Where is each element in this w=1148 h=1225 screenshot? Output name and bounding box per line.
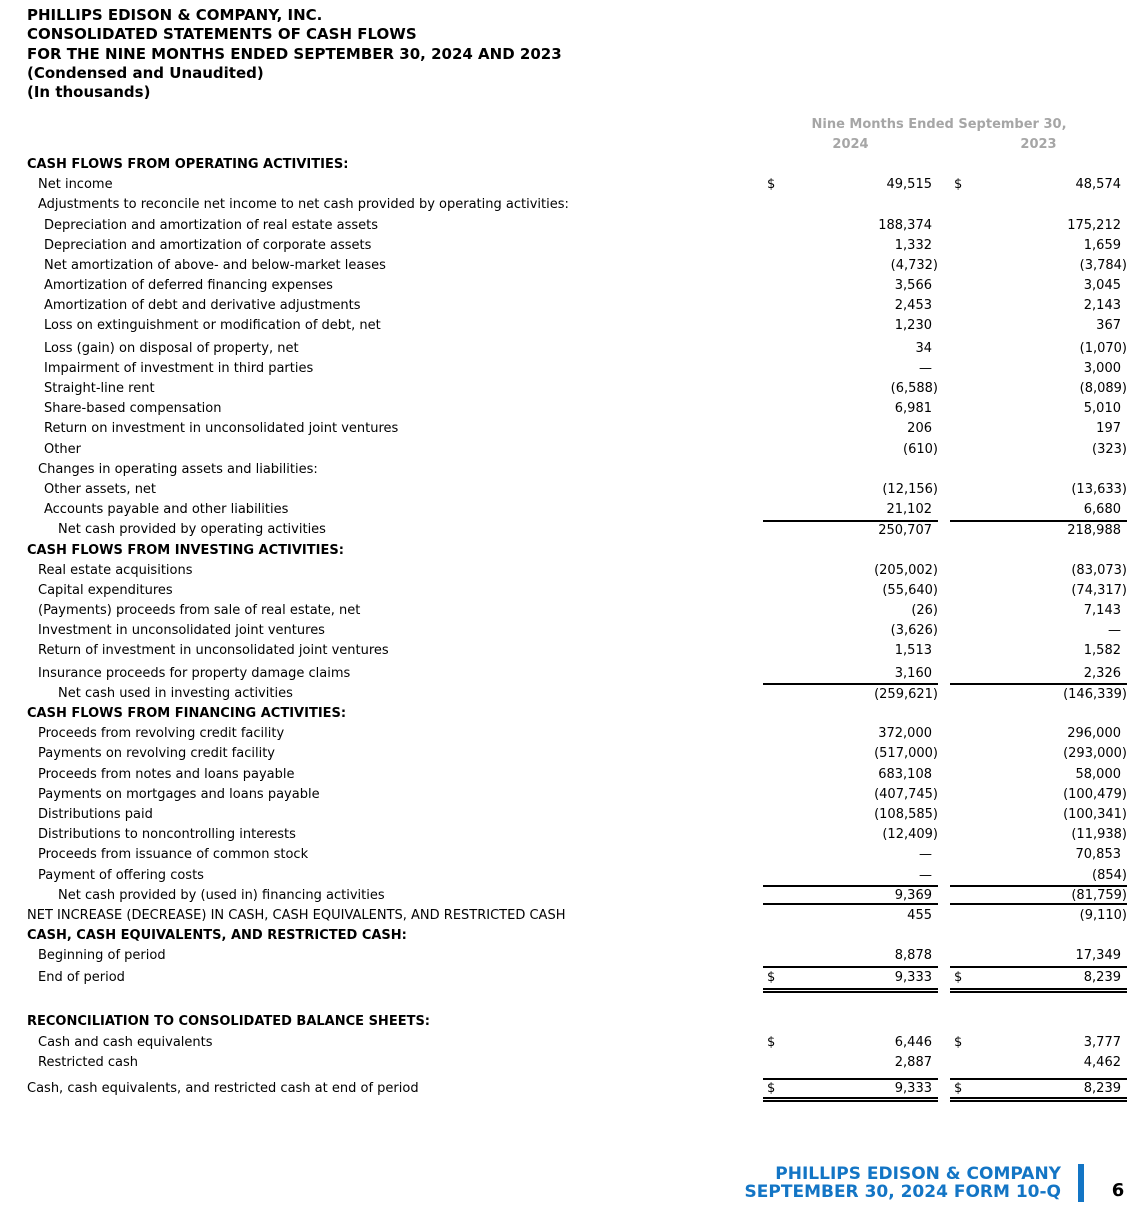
value-group-2023 (950, 358, 1127, 378)
table-row (27, 683, 1127, 703)
value-group-2024 (763, 905, 938, 925)
value-2023: 6,680 (1083, 502, 1121, 518)
value-2024: — (919, 360, 932, 376)
table-row (27, 316, 1127, 336)
value-2023: 3,000 (1083, 360, 1121, 376)
value-2024: (259,621) (874, 686, 938, 702)
row-label: Distributions paid (38, 806, 153, 822)
value-group-2023 (950, 296, 1127, 316)
value-2023: 1,582 (1083, 643, 1121, 659)
value-2024: (3,626) (890, 623, 938, 639)
table-row (27, 175, 1127, 195)
value-group-2023 (950, 724, 1127, 744)
value-group-2024 (763, 601, 938, 621)
row-label: Real estate acquisitions (38, 562, 193, 578)
table-row (27, 560, 1127, 580)
row-label: CASH FLOWS FROM INVESTING ACTIVITIES: (27, 542, 344, 558)
value-group-2024 (763, 683, 938, 703)
value-2023: 70,853 (1075, 847, 1121, 863)
value-group-2023 (950, 338, 1127, 358)
value-group-2023 (950, 784, 1127, 804)
value-2023: 218,988 (1067, 523, 1121, 539)
value-2024: 683,108 (878, 766, 932, 782)
table-row (27, 663, 1127, 683)
value-2024: 6,446 (894, 1034, 932, 1050)
table-row (27, 215, 1127, 235)
value-group-2023 (950, 479, 1127, 499)
table-row (27, 255, 1127, 275)
company-name: PHILLIPS EDISON & COMPANY, INC. (27, 6, 323, 24)
row-label: End of period (38, 970, 125, 986)
row-label: Net cash used in investing activities (58, 685, 293, 701)
value-2024: 455 (907, 907, 932, 923)
table-row (27, 500, 1127, 520)
value-group-2023 (950, 905, 1127, 925)
table-row (27, 580, 1127, 600)
value-group-2023 (950, 439, 1127, 459)
value-group-2024 (763, 724, 938, 744)
value-2024: 8,878 (894, 948, 932, 964)
value-group-2023 (950, 966, 1127, 990)
value-group-2023 (950, 601, 1127, 621)
value-group-2023 (950, 154, 1127, 174)
value-2023: 4,462 (1083, 1054, 1121, 1070)
value-2024: 3,160 (894, 665, 932, 681)
value-2024: (108,585) (874, 806, 938, 822)
value-group-2024 (763, 358, 938, 378)
value-group-2024 (763, 641, 938, 661)
value-group-2024 (763, 560, 938, 580)
value-2023: (83,073) (1071, 562, 1127, 578)
value-group-2023 (950, 399, 1127, 419)
table-row (27, 540, 1127, 560)
value-group-2024 (763, 419, 938, 439)
row-label: Payments on revolving credit facility (38, 746, 276, 762)
row-label: Net income (38, 177, 113, 193)
value-group-2024 (763, 1052, 938, 1072)
dollar-sign: $ (767, 177, 776, 193)
table-row (27, 399, 1127, 419)
table-row (27, 946, 1127, 966)
value-2023: 5,010 (1083, 401, 1121, 417)
value-group-2024 (763, 825, 938, 845)
value-group-2023 (950, 744, 1127, 764)
value-group-2023 (950, 175, 1127, 195)
value-group-2024 (763, 1032, 938, 1052)
value-2023: (13,633) (1071, 481, 1127, 497)
value-group-2024 (763, 276, 938, 296)
value-group-2023 (950, 316, 1127, 336)
period-header: Nine Months Ended September 30, (811, 116, 1067, 132)
row-label: Beginning of period (38, 948, 166, 964)
value-group-2024 (763, 540, 938, 560)
value-group-2024 (763, 885, 938, 905)
row-label: Net cash provided by (used in) financing activities (58, 887, 385, 903)
value-group-2024 (763, 154, 938, 174)
row-label: Return of investment in unconsolidated joint ventures (38, 643, 389, 659)
year-column-2024: 2024 (832, 136, 869, 152)
value-2023: 367 (1096, 318, 1121, 334)
row-label: Payments on mortgages and loans payable (38, 786, 320, 802)
table-row (27, 419, 1127, 439)
value-group-2024 (763, 520, 938, 540)
value-group-2023 (950, 683, 1127, 703)
value-2024: — (919, 867, 932, 883)
value-2024: 49,515 (886, 177, 932, 193)
value-2024: 1,230 (894, 318, 932, 334)
table-row (27, 784, 1127, 804)
table-row (27, 1012, 1127, 1032)
row-label: CASH, CASH EQUIVALENTS, AND RESTRICTED CASH: (27, 928, 407, 944)
row-label: CASH FLOWS FROM FINANCING ACTIVITIES: (27, 706, 347, 722)
value-2024: 2,453 (894, 298, 932, 314)
table-row (27, 865, 1127, 885)
value-group-2024 (763, 316, 938, 336)
value-group-2023 (950, 520, 1127, 540)
row-label: Depreciation and amortization of corporate assets (44, 237, 372, 253)
value-group-2023 (950, 621, 1127, 641)
value-2024: 372,000 (878, 726, 932, 742)
table-row (27, 744, 1127, 764)
row-label: (Payments) proceeds from sale of real estate, net (38, 603, 361, 619)
value-group-2024 (763, 966, 938, 990)
row-label: Net amortization of above- and below-market leases (44, 257, 386, 273)
value-group-2023 (950, 459, 1127, 479)
table-row (27, 905, 1127, 925)
value-group-2024 (763, 580, 938, 600)
footer-text-block (745, 1164, 1061, 1201)
value-2024: 206 (907, 421, 932, 437)
value-2024: — (919, 847, 932, 863)
value-2023: 2,326 (1083, 665, 1121, 681)
dollar-sign: $ (767, 970, 776, 986)
page-footer (745, 1164, 1142, 1202)
value-2023: 3,777 (1083, 1034, 1121, 1050)
value-2024: 188,374 (878, 217, 932, 233)
footer-company: PHILLIPS EDISON & COMPANY (775, 1164, 1061, 1184)
table-row (27, 235, 1127, 255)
value-group-2024 (763, 296, 938, 316)
dollar-sign: $ (767, 1081, 776, 1097)
value-group-2024 (763, 845, 938, 865)
value-group-2024 (763, 439, 938, 459)
value-group-2023 (950, 235, 1127, 255)
value-2023: 2,143 (1083, 298, 1121, 314)
value-group-2023 (950, 580, 1127, 600)
period-header-row (27, 114, 1127, 134)
row-label: Straight-line rent (44, 381, 155, 397)
row-label: Loss on extinguishment or modification of debt, net (44, 318, 381, 334)
row-label: CASH FLOWS FROM OPERATING ACTIVITIES: (27, 156, 349, 172)
value-2024: (517,000) (874, 746, 938, 762)
table-row (27, 641, 1127, 661)
value-group-2023 (950, 419, 1127, 439)
table-row (27, 276, 1127, 296)
value-2023: (100,479) (1063, 786, 1127, 802)
table-row (27, 479, 1127, 499)
row-label: Investment in unconsolidated joint ventures (38, 623, 325, 639)
value-2023: 197 (1096, 421, 1121, 437)
table-row (27, 601, 1127, 621)
period-title: FOR THE NINE MONTHS ENDED SEPTEMBER 30, 2024 AND 2023 (27, 44, 562, 63)
row-label: Restricted cash (38, 1054, 139, 1070)
table-row (27, 358, 1127, 378)
row-label: NET INCREASE (DECREASE) IN CASH, CASH EQUIVALENTS, AND RESTRICTED CASH (27, 907, 566, 923)
table-row (27, 378, 1127, 398)
row-label: Amortization of deferred financing expenses (44, 278, 333, 294)
value-2024: 34 (915, 340, 932, 356)
year-column-2023: 2023 (1020, 136, 1057, 152)
value-2023: 175,212 (1067, 217, 1121, 233)
value-2023: 296,000 (1067, 726, 1121, 742)
value-2024: 21,102 (886, 502, 932, 518)
row-label: Share-based compensation (44, 401, 222, 417)
value-2024: (12,156) (882, 481, 938, 497)
value-2023: 7,143 (1083, 603, 1121, 619)
value-group-2024 (763, 744, 938, 764)
value-group-2024 (763, 500, 938, 520)
row-label: Proceeds from notes and loans payable (38, 766, 295, 782)
value-2023: (146,339) (1063, 686, 1127, 702)
value-2024: 9,333 (894, 970, 932, 986)
value-group-2023 (950, 540, 1127, 560)
value-2024: (407,745) (874, 786, 938, 802)
row-label: Proceeds from revolving credit facility (38, 726, 285, 742)
value-group-2023 (950, 885, 1127, 905)
document-title-block (27, 6, 562, 102)
row-label: Accounts payable and other liabilities (44, 502, 289, 518)
table-row (27, 845, 1127, 865)
dollar-sign: $ (767, 1034, 776, 1050)
value-group-2024 (763, 175, 938, 195)
table-row (27, 621, 1127, 641)
row-label: RECONCILIATION TO CONSOLIDATED BALANCE SHEETS: (27, 1014, 431, 1030)
row-label: Depreciation and amortization of real estate assets (44, 217, 379, 233)
value-2024: (26) (911, 603, 938, 619)
value-group-2024 (763, 215, 938, 235)
value-group-2024 (763, 663, 938, 683)
row-label: Cash, cash equivalents, and restricted cash at end of period (27, 1081, 419, 1097)
row-label: Other assets, net (44, 481, 157, 497)
table-row (27, 296, 1127, 316)
table-row (27, 520, 1127, 540)
row-label: Other (44, 441, 81, 457)
value-2023: (100,341) (1063, 806, 1127, 822)
value-group-2023 (950, 195, 1127, 215)
value-group-2023 (950, 1052, 1127, 1072)
row-label: Net cash provided by operating activities (58, 522, 326, 538)
value-group-2024 (763, 621, 938, 641)
value-2024: (6,588) (890, 381, 938, 397)
value-group-2023 (950, 764, 1127, 784)
value-group-2023 (950, 276, 1127, 296)
row-label: Capital expenditures (38, 582, 173, 598)
value-group-2024 (763, 1012, 938, 1032)
row-label: Proceeds from issuance of common stock (38, 847, 309, 863)
dollar-sign: $ (954, 970, 963, 986)
value-2023: 58,000 (1075, 766, 1121, 782)
value-group-2024 (763, 865, 938, 885)
table-row (27, 154, 1127, 174)
value-2024: (205,002) (874, 562, 938, 578)
value-2024: 1,332 (894, 237, 932, 253)
value-group-2023 (950, 560, 1127, 580)
value-2024: 3,566 (894, 278, 932, 294)
value-group-2023 (950, 215, 1127, 235)
value-group-2024 (763, 804, 938, 824)
value-2024: 250,707 (878, 523, 932, 539)
value-2023: (8,089) (1079, 381, 1127, 397)
value-group-2023 (950, 378, 1127, 398)
value-group-2024 (763, 195, 938, 215)
value-group-2024 (763, 703, 938, 723)
value-2024: (610) (903, 441, 938, 457)
value-2023: (1,070) (1079, 340, 1127, 356)
value-group-2024 (763, 784, 938, 804)
statement-title: CONSOLIDATED STATEMENTS OF CASH FLOWS (27, 25, 417, 44)
value-group-2024 (763, 338, 938, 358)
value-2023: (9,110) (1079, 907, 1127, 923)
row-label: Cash and cash equivalents (38, 1034, 213, 1050)
value-group-2024 (763, 926, 938, 946)
value-group-2023 (950, 865, 1127, 885)
value-2024: 1,513 (894, 643, 932, 659)
value-2024: (4,732) (890, 257, 938, 273)
value-group-2023 (950, 255, 1127, 275)
row-label: Insurance proceeds for property damage claims (38, 665, 351, 681)
dollar-sign: $ (954, 1034, 963, 1050)
value-group-2024 (763, 459, 938, 479)
value-group-2024 (763, 378, 938, 398)
value-group-2024 (763, 946, 938, 966)
table-row (27, 1032, 1127, 1052)
table-row (27, 724, 1127, 744)
footer-divider-bar (1078, 1164, 1084, 1202)
table-row (27, 703, 1127, 723)
value-group-2023 (950, 825, 1127, 845)
value-2024: (55,640) (882, 582, 938, 598)
value-2023: (323) (1092, 441, 1127, 457)
year-header-row (27, 134, 1127, 154)
table-rows (27, 154, 1127, 1098)
table-row (27, 338, 1127, 358)
row-label: Impairment of investment in third parties (44, 360, 314, 376)
value-2023: 3,045 (1083, 278, 1121, 294)
value-2023: (11,938) (1071, 827, 1127, 843)
value-2023: 17,349 (1075, 948, 1121, 964)
table-row (27, 439, 1127, 459)
value-group-2023 (950, 926, 1127, 946)
value-group-2023 (950, 500, 1127, 520)
table-row (27, 764, 1127, 784)
row-label: Adjustments to reconcile net income to net cash provided by operating activities: (38, 197, 569, 213)
value-group-2023 (950, 1032, 1127, 1052)
value-group-2023 (950, 663, 1127, 683)
table-row (27, 966, 1127, 990)
value-group-2024 (763, 235, 938, 255)
value-group-2023 (950, 1078, 1127, 1098)
value-group-2024 (763, 764, 938, 784)
value-group-2023 (950, 641, 1127, 661)
value-group-2023 (950, 845, 1127, 865)
row-label: Return on investment in unconsolidated joint ventures (44, 421, 399, 437)
value-2023: 1,659 (1083, 237, 1121, 253)
footer-filing: SEPTEMBER 30, 2024 FORM 10-Q (744, 1181, 1061, 1202)
value-group-2024 (763, 479, 938, 499)
page-number: 6 (1111, 1180, 1125, 1201)
row-label: Loss (gain) on disposal of property, net (44, 340, 299, 356)
value-2023: (81,759) (1071, 887, 1127, 903)
value-2024: 9,369 (894, 887, 932, 903)
value-2023: 48,574 (1075, 177, 1121, 193)
table-row (27, 804, 1127, 824)
value-2023: (854) (1092, 867, 1127, 883)
dollar-sign: $ (954, 1081, 963, 1097)
value-2023: — (1108, 623, 1121, 639)
value-group-2023 (950, 1012, 1127, 1032)
cash-flow-table (27, 114, 1127, 1099)
units-note: (In thousands) (27, 83, 151, 102)
value-group-2023 (950, 703, 1127, 723)
value-2023: (74,317) (1071, 582, 1127, 598)
value-group-2024 (763, 255, 938, 275)
value-2024: 6,981 (894, 401, 932, 417)
value-group-2024 (763, 1078, 938, 1098)
row-label: Changes in operating assets and liabilities: (38, 461, 318, 477)
table-row (27, 1078, 1127, 1098)
table-row (27, 195, 1127, 215)
value-group-2023 (950, 804, 1127, 824)
row-label: Payment of offering costs (38, 867, 204, 883)
table-row (27, 885, 1127, 905)
row-label: Amortization of debt and derivative adjustments (44, 298, 361, 314)
value-2023: (3,784) (1079, 257, 1127, 273)
condensed-note: (Condensed and Unaudited) (27, 63, 264, 82)
value-group-2024 (763, 399, 938, 419)
row-label: Distributions to noncontrolling interests (38, 827, 296, 843)
table-row (27, 825, 1127, 845)
value-2024: (12,409) (882, 827, 938, 843)
value-2023: (293,000) (1063, 746, 1127, 762)
value-2024: 2,887 (894, 1054, 932, 1070)
value-2023: 8,239 (1083, 970, 1121, 986)
value-group-2023 (950, 946, 1127, 966)
table-row (27, 926, 1127, 946)
dollar-sign: $ (954, 177, 963, 193)
value-2024: 9,333 (894, 1081, 932, 1097)
table-row (27, 459, 1127, 479)
value-2023: 8,239 (1083, 1081, 1121, 1097)
table-row (27, 1052, 1127, 1072)
